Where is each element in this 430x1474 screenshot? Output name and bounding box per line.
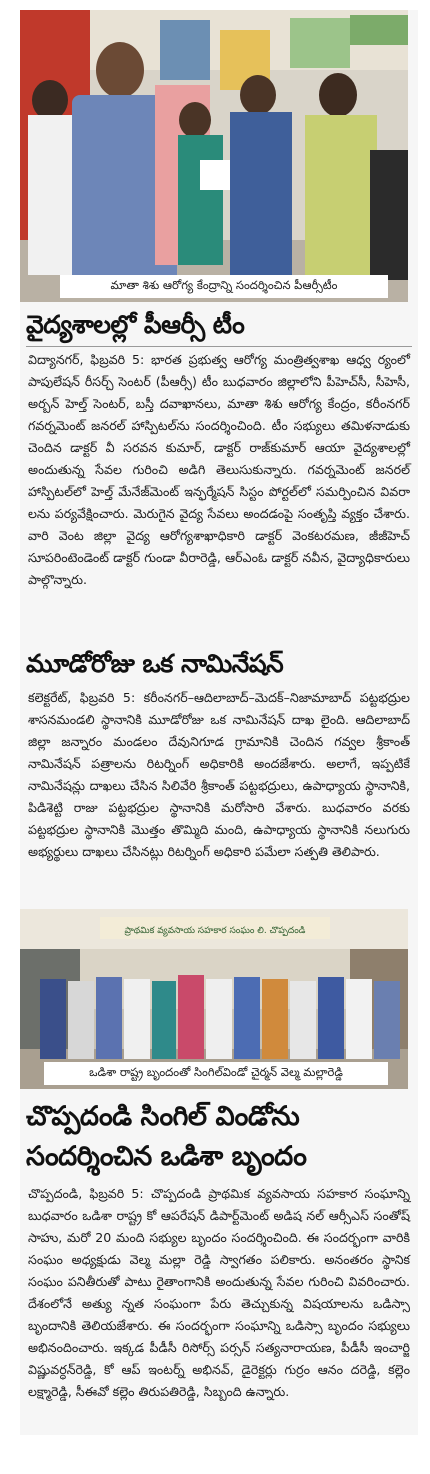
- banner-text: ప్రాథమిక వ్యవసాయ సహకార సంఘం లి. చొప్పదండి: [124, 926, 306, 936]
- story3-photo-caption: ఒడిశా రాష్ట్ర బృందంతో సింగిల్‌విండో చైర్మన్ వెల్మ మల్లారెడ్డి: [44, 1062, 388, 1085]
- story2-body: కలెక్టరేట్, ఫిబ్రవరి 5: కరీంనగర్–ఆదిలాబాద్–మెదక్–నిజామాబాద్ పట్టభద్రుల శాసనమండలి స్థానానికి మూడోరోజు ఒక నామినేషన్ దాఖ లైంది. ఆదిలాబాద్ జిల్లా జన్నారం మండలం దేవునిగూడ గ్రామానికి చెందిన గవ్వల శ్రీకాంత్ నామినేషన్ పత్రాలను రిటర్నింగ్ అధికారికి అందజేశారు. అలాగే, ఇప్పటికే నామినేషన్లు దాఖలు చేసిన సిలివేరి శ్రీకాంత్ పట్టభద్రులు, ఉపాధ్యాయ స్థానానికి, పిడిశెట్టి రాజు పట్టభద్రుల స్థానానికి మరోసారి వేశారు. బుధవారం వరకు పట్టభద్రుల స్థానానికి మొత్తం తొమ్మిది మంది, ఉపాధ్యాయ స్థానానికి నలుగురు అభ్యర్థులు దాఖలు చేసినట్లు రిటర్నింగ్ అధికారి పమేలా సత్పతి తెలిపారు.: [28, 690, 410, 859]
- story1-headline: వైద్యశాలల్లో పీఆర్సీ టీం: [26, 310, 245, 339]
- story2-headline: మూడోరోజు ఒక నామినేషన్: [26, 649, 284, 678]
- story3-headline-line2: సందర్శించిన ఒడిశా బృందం: [26, 1141, 307, 1172]
- group-people: [40, 975, 400, 1059]
- story3-headline: [20, 1089, 418, 1181]
- story1-photo: [20, 10, 408, 302]
- story1-body: విద్యానగర్, ఫిబ్రవరి 5: భారత ప్రభుత్వ ఆరోగ్య మంత్రిత్వశాఖ ఆధ్వ ర్యంలో పాపులేషన్ రీసర్చ్ సెంటర్ (పీఆర్సీ) టీం బుధవారం జిల్లాలోని పీహెచ్‌సీ, సీహెసీ, అర్బన్ హెల్త్ సెంటర్, బస్తీ దవాఖానలు, మాతా శిశు ఆరోగ్య కేంద్రం, కరీంనగర్ గవర్నమెంట్ జనరల్ హాస్పిటల్‌ను సందర్శించింది. టీం సభ్యులు తమిళనాడుకు చెందిన డాక్టర్ వీ సరవన కుమార్, డాక్టర్ రాజ్‌కుమార్ ఆయా వైద్యశాలల్లో అందుతున్న సేవల గురించి అడిగి తెలుసుకున్నారు. గవర్నమెంట్ జనరల్ హాస్పిటల్‌లో హెల్త్ మేనేజ్‌మెంట్ ఇన్ఫర్మేషన్ సిస్టం పోర్టల్‌లో సమర్పించిన వివరా లను పర్యవేక్షించారు. మెరుగైన వైద్య సేవలు అందడంపై సంతృప్తి వ్యక్తం చేశారు. వారి వెంట జిల్లా వైద్య ఆరోగ్యశాఖాధికారి డాక్టర్ వెంకటరమణ, జీజీహెచ్ సూపరింటెండెంట్ డాక్టర్ గుండా వీరారెడ్డి, ఆర్ఎంఓ డాక్టర్ నవీన, వైద్యాధికారులు పాల్గొన్నారు.: [28, 352, 410, 587]
- story3-photo: [20, 909, 408, 1089]
- story3-body: చొప్పదండి, ఫిబ్రవరి 5: చొప్పదండి ప్రాథమిక వ్యవసాయ సహకార సంఘాన్ని బుధవారం ఒడిశా రాష్ట్ర కో ఆపరేషన్ డిపార్ట్‌మెంట్ అడిష నల్ ఆర్సీఎస్ సంతోష్ సాహు, మరో 20 మంది సభ్యుల బృందం సందర్శించింది. ఈ సందర్భంగా వారికి సంఘం అధ్యక్షుడు వెల్మ మల్లా రెడ్డి స్వాగతం పలికారు. అనంతరం స్థానిక సంఘం పనితీరుతో పాటు రైతాంగానికి అందుతున్న సేవల గురించి వివరించారు. దేశంలోనే అత్యు న్నత సంఘంగా పేరు తెచ్చుకున్న విషయాలను ఒడిస్సా బృందానికి తెలియజేశారు. ఈ సందర్భంగా సంఘాన్ని ఒడిస్సా బృందం సభ్యులు అభినందించారు. ఇక్కడ పీడీసీ రిసోర్స్ పర్సన్ సత్యనారాయణ, పీడీసీ ఇంచార్జి విష్ణువర్ధన్‌రెడ్డి, కో ఆప్ ఇంటర్న్ అభినవ్, డైరెక్టర్లు గుర్రం ఆనం దరెడ్డి, కల్లెం లక్ష్మారెడ్డి, సీఈవో కల్లెం తిరుపతిరెడ్డి, సిబ్బంది ఉన్నారు.: [28, 1186, 410, 1399]
- newspaper-page: [20, 10, 418, 1435]
- story1-photo-caption: మాతా శిశు ఆరోగ్య కేంద్రాన్ని సందర్శించిన పీఆర్సీటీం: [60, 275, 388, 298]
- story3-headline-line1: చొప్పదండి సింగిల్ విండోను: [26, 1101, 300, 1132]
- hospital-visit-photo: [20, 10, 408, 302]
